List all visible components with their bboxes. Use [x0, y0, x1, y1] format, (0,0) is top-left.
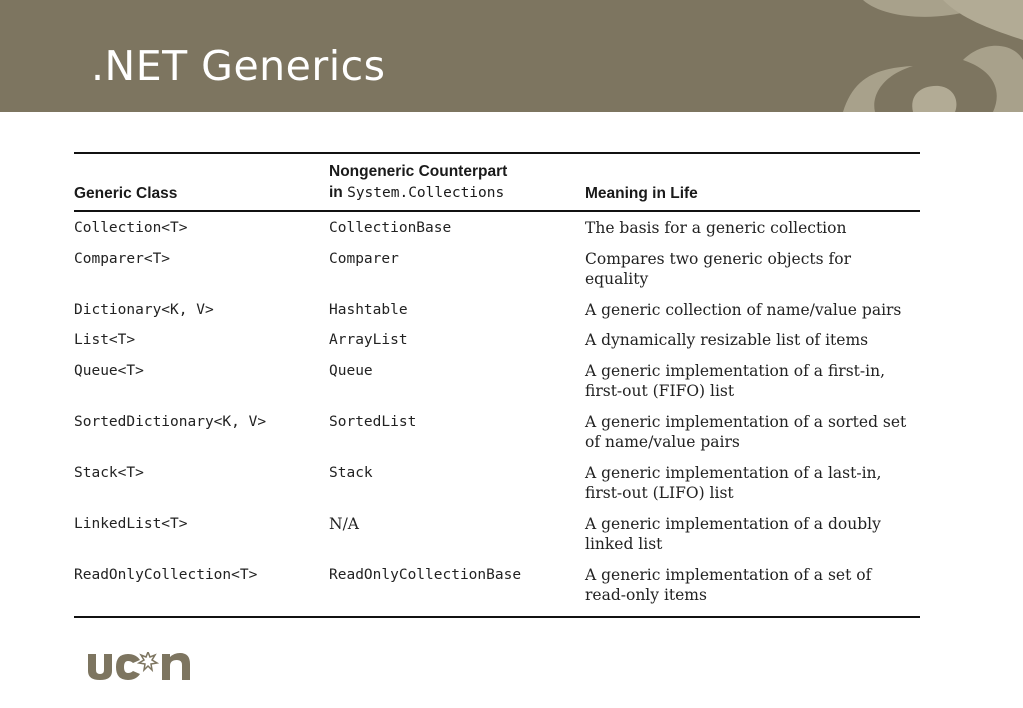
table-row: [74, 294, 920, 325]
nongeneric-cell: Hashtable: [329, 301, 408, 318]
meaning-cell: A generic implementation of a last-in, first-out (LIFO) list: [585, 463, 882, 502]
generic-class-cell: LinkedList<T>: [74, 515, 188, 532]
nongeneric-cell: Comparer: [329, 250, 399, 267]
meaning-cell: Compares two generic objects for equality: [585, 249, 851, 288]
meaning-cell: The basis for a generic collection: [585, 219, 847, 237]
generic-class-cell: List<T>: [74, 332, 136, 348]
header-generic-class: Generic Class: [74, 185, 178, 202]
meaning-cell: A generic implementation of a set of read-only items: [585, 565, 872, 604]
meaning-cell: A dynamically resizable list of items: [585, 331, 869, 349]
generic-class-cell: SortedDictionary<K, V>: [74, 413, 267, 430]
generic-class-cell: Queue<T>: [74, 362, 144, 379]
header-nongeneric-line1: Nongeneric Counterpart: [329, 163, 508, 180]
nongeneric-cell: SortedList: [329, 413, 417, 430]
nongeneric-cell: ReadOnlyCollectionBase: [329, 566, 522, 583]
generic-class-cell: Collection<T>: [74, 220, 188, 236]
generic-class-cell: Stack<T>: [74, 464, 144, 481]
meaning-cell: A generic collection of name/value pairs: [585, 300, 902, 319]
table-row: [74, 211, 920, 243]
nongeneric-cell: Stack: [329, 464, 373, 481]
generic-class-cell: ReadOnlyCollection<T>: [74, 566, 258, 583]
header-nongeneric-prefix: in: [329, 184, 343, 201]
nongeneric-cell: Queue: [329, 362, 373, 379]
decorative-swirl-icon: [843, 0, 1023, 112]
slide-header: [0, 0, 1023, 112]
ucn-logo: [86, 652, 192, 682]
slide-title: .NET Generics: [91, 42, 386, 90]
table-row: [74, 243, 920, 294]
generic-class-cell: Comparer<T>: [74, 250, 171, 267]
table-row: [74, 457, 920, 508]
table-row: [74, 355, 920, 406]
generics-table-container: [74, 152, 920, 618]
table-header-row: [74, 153, 920, 211]
header-nongeneric-counterpart: [329, 153, 585, 211]
generic-class-cell: Dictionary<K, V>: [74, 301, 214, 318]
header-meaning-in-life: Meaning in Life: [585, 185, 698, 202]
generics-table: [74, 152, 920, 618]
header-nongeneric-namespace: System.Collections: [347, 185, 505, 201]
meaning-cell: A generic implementation of a sorted set of name/value pairs: [585, 412, 907, 451]
meaning-cell: A generic implementation of a first-in, first-out (FIFO) list: [585, 361, 886, 400]
meaning-cell: A generic implementation of a doubly linked list: [585, 514, 881, 553]
table-row: [74, 406, 920, 457]
table-row: [74, 508, 920, 559]
nongeneric-cell: N/A: [329, 514, 359, 533]
table-row: [74, 559, 920, 617]
nongeneric-cell: CollectionBase: [329, 220, 452, 236]
table-row: [74, 324, 920, 355]
nongeneric-cell: ArrayList: [329, 332, 408, 348]
